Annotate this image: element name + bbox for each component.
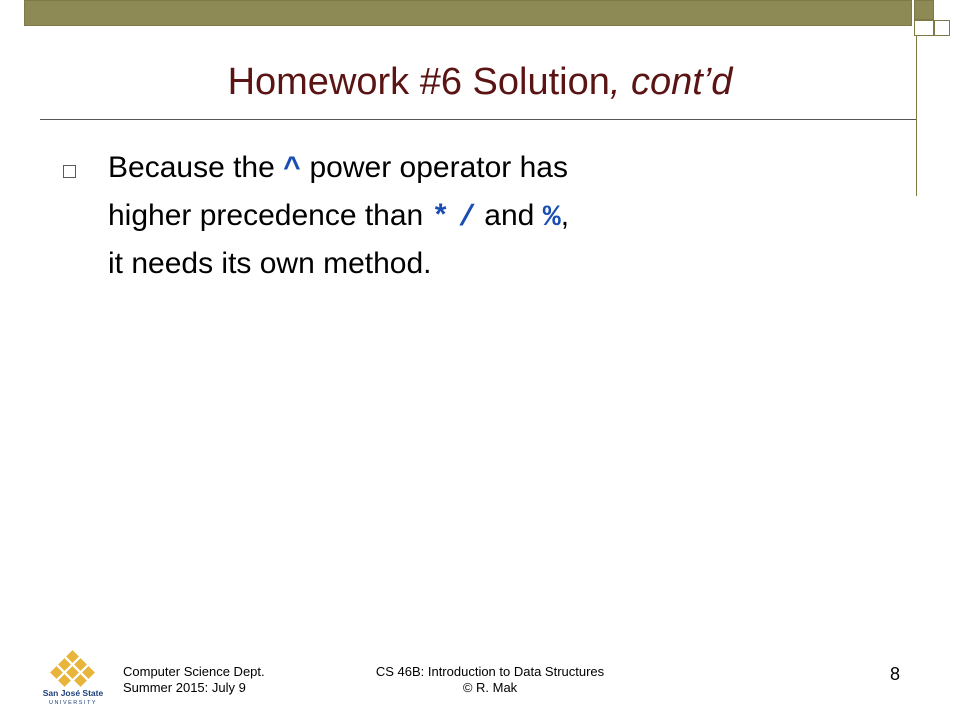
bullet-line-1: [108, 145, 748, 193]
svg-text:San José State: San José State: [42, 688, 104, 698]
footer-course: CS 46B: Introduction to Data Structures: [375, 664, 605, 679]
bullet-line-3: it needs its own method.: [108, 247, 432, 280]
caret-operator: ^: [283, 153, 302, 187]
title-suffix: , cont’d: [609, 61, 733, 103]
text-segment: and: [475, 199, 543, 232]
sjsu-logo-icon: [42, 650, 104, 706]
text-segment: ,: [560, 199, 570, 232]
decor-square-outline-right: [934, 20, 950, 36]
modulo-operator: %: [542, 201, 561, 235]
svg-text:UNIVERSITY: UNIVERSITY: [48, 700, 98, 706]
decor-square-filled: [914, 0, 934, 20]
bullet-text: [108, 145, 748, 287]
title-divider: [40, 119, 916, 120]
footer-course-info: [370, 664, 610, 696]
footer-dept: Computer Science Dept.: [123, 664, 265, 679]
multiply-operator: *: [431, 201, 450, 235]
page-number: 8: [890, 664, 901, 684]
slide-title: [0, 54, 960, 110]
text-segment: Because the: [108, 151, 284, 184]
bullet-square-icon: [63, 165, 76, 178]
footer-author: © R. Mak: [462, 680, 518, 695]
decor-square-outline: [914, 20, 934, 36]
bullet-line-2: [108, 193, 748, 241]
footer-term: Summer 2015: July 9: [123, 680, 246, 695]
divide-operator: /: [457, 201, 476, 235]
top-decor-bar: [24, 0, 912, 26]
footer-dept-info: [123, 664, 265, 696]
text-segment: higher precedence than: [108, 199, 432, 232]
text-segment: power operator has: [301, 151, 568, 184]
title-main: Homework #6 Solution: [227, 61, 610, 103]
